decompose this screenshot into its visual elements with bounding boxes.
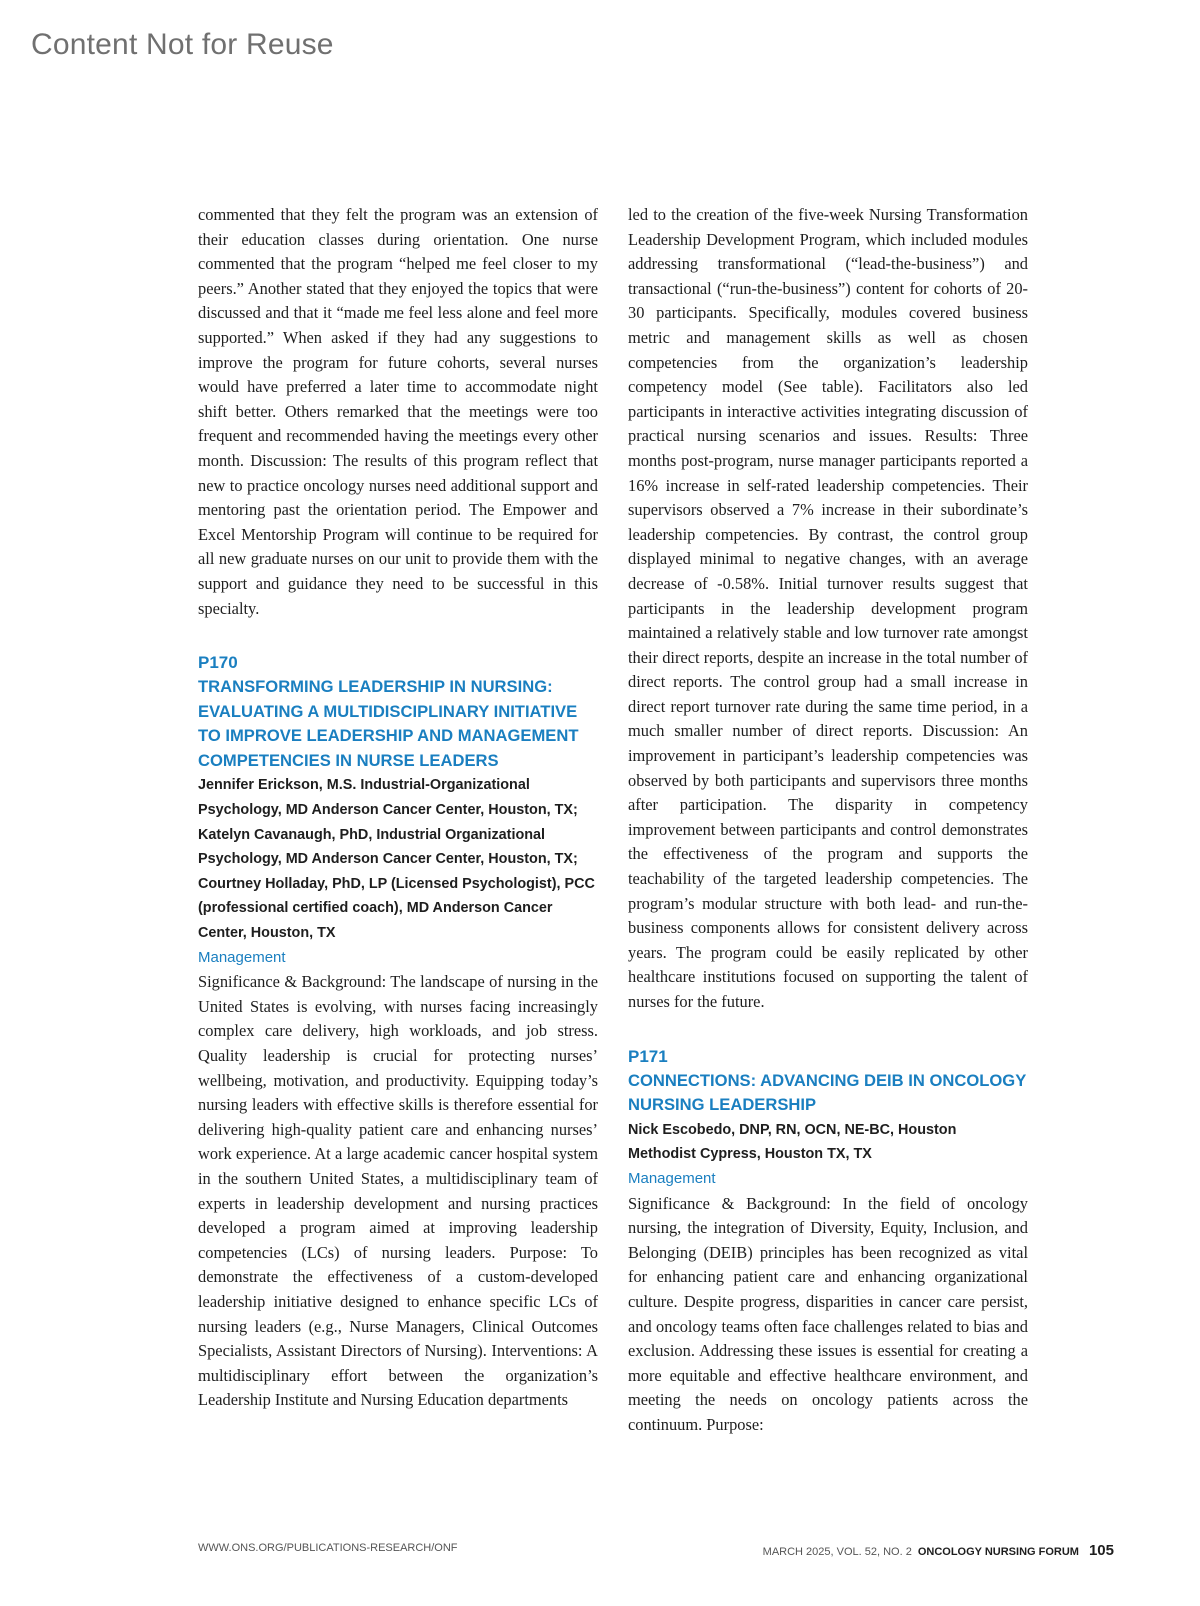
continued-abstract-text: commented that they felt the program was an extension of their education classes during orientation. One nurse commented that the program “helped me feel closer to my peers.” Another stated that they enjoyed the topics that were discussed and that it “made me feel less alone and feel more supported.” When asked if they had any suggestions to improve the program for future cohorts, several nurses would have preferred a later time to accommodate night shift better. Others remarked that the meetings were too frequent and recommended having the meetings every other month. Discussion: The results of this program reflect that new to practice oncology nurses need additional support and mentoring past the orientation period. The Empower and Excel Mentorship Program will continue to be required for all new graduate nurses on our unit to provide them with the support and guidance they need to be successful in this specialty. <box>198 205 598 618</box>
abstract-category: Management <box>628 1169 716 1187</box>
abstract-body: Significance & Background: The landscape of nursing in the United States is evolving, with nurses facing increasingly complex care delivery, high workloads, and job stress. Quality leadership is crucial for protecting nurses’ wellbeing, motivation, and productivity. Equipping today’s nursing leaders with effective skills is therefore essential for delivering high-quality patient care and enhancing nurses’ work experience. At a large academic cancer hospital system in the southern United States, a multidisciplinary team of experts in leadership development and nursing practices developed a program aimed at improving leadership competencies (LCs) of nursing leaders. Purpose: To demonstrate the effectiveness of a custom-developed leadership initiative designed to enhance specific LCs of nursing leaders (e.g., Nurse Managers, Clinical Outcomes Specialists, Assistant Directors of Nursing). Interventions: A multidisciplinary effort between the organization’s Leadership Institute and Nursing Education departments <box>198 972 598 1410</box>
footer-issue: MARCH 2025, VOL. 52, NO. 2 <box>762 1546 912 1558</box>
abstract-title: TRANSFORMING LEADERSHIP IN NURSING: EVALUATING A MULTIDISCIPLINARY INITIATIVE TO IMPROVE LEADERSHIP AND MANAGEMENT COMPETENCIES IN NURSE LEADERS <box>198 677 579 770</box>
footer-journal-name: ONCOLOGY NURSING FORUM <box>917 1546 1079 1558</box>
abstract-authors: Nick Escobedo, DNP, RN, OCN, NE-BC, Houston Methodist Cypress, Houston TX, TX <box>628 1121 957 1163</box>
footer-url: WWW.ONS.ORG/PUBLICATIONS-RESEARCH/ONF <box>198 1542 458 1554</box>
abstract-body: Significance & Background: In the field of oncology nursing, the integration of Diversity, Equity, Inclusion, and Belonging (DEIB) principles has been recognized as vital for enhancing patient care and enhancing organizational culture. Despite progress, disparities in cancer care persist, and oncology teams often face challenges related to bias and exclusion. Addressing these issues is essential for creating a more equitable and effective healthcare environment, and meeting the needs on oncology patients across the continuum. Purpose: <box>628 1193 1028 1434</box>
watermark: Content Not for Reuse <box>31 28 334 61</box>
left-column <box>198 203 598 1413</box>
abstract-authors: Jennifer Erickson, M.S. Industrial-Organizational Psychology, MD Anderson Cancer Center, Houston, TX; Katelyn Cavanaugh, PhD, Industrial Organizational Psychology, MD Anderson Cancer Center, Houston, TX; Courtney Holladay, PhD, LP (Licensed Psychologist), PCC (professional certified coach), MD Anderson Cancer Center, Houston, TX <box>198 777 595 942</box>
abstract-number: P170 <box>198 653 238 673</box>
abstract-category: Management <box>198 948 286 966</box>
abstract-title: CONNECTIONS: ADVANCING DEIB IN ONCOLOGY NURSING LEADERSHIP <box>628 1070 1026 1115</box>
footer-issue-info <box>763 1542 1114 1559</box>
continued-abstract-text: led to the creation of the five-week Nursing Transformation Leadership Development Program, which included modules addressing transformational (“lead-the-business”) and transactional (“run-the-business”) content for cohorts of 20-30 participants. Specifically, modules covered business metric and management skills as well as chosen competencies from the organization’s leadership competency model (See table). Facilitators also led participants in interactive activities integrating discussion of practical nursing scenarios and issues. Results: Three months post-program, nurse manager participants reported a 16% increase in self-rated leadership competencies. Their supervisors observed a 7% increase in their subordinate’s leadership competencies. By contrast, the control group displayed minimal to negative changes, with an average decrease of -0.58%. Initial turnover results suggest that participants in the leadership development program maintained a relatively stable and low turnover rate amongst their direct reports, despite an increase in the total number of direct reports. The control group had a small increase in direct report turnover rate during the same time period, in a much smaller number of direct reports. Discussion: An improvement in participant’s leadership competencies was observed by both participants and supervisors three months after participation. The disparity in competency improvement between participants and control demonstrates the effectiveness of the program and supports the teachability of the targeted leadership competencies. The program’s modular structure with both lead- and run-the-business components allows for consistent delivery across years. The program could be easily replicated by other healthcare institutions focused on supporting the talent of nurses for the future. <box>628 205 1028 1011</box>
page-number: 105 <box>1088 1542 1114 1559</box>
right-column <box>628 203 1028 1438</box>
abstract-number: P171 <box>628 1046 668 1066</box>
